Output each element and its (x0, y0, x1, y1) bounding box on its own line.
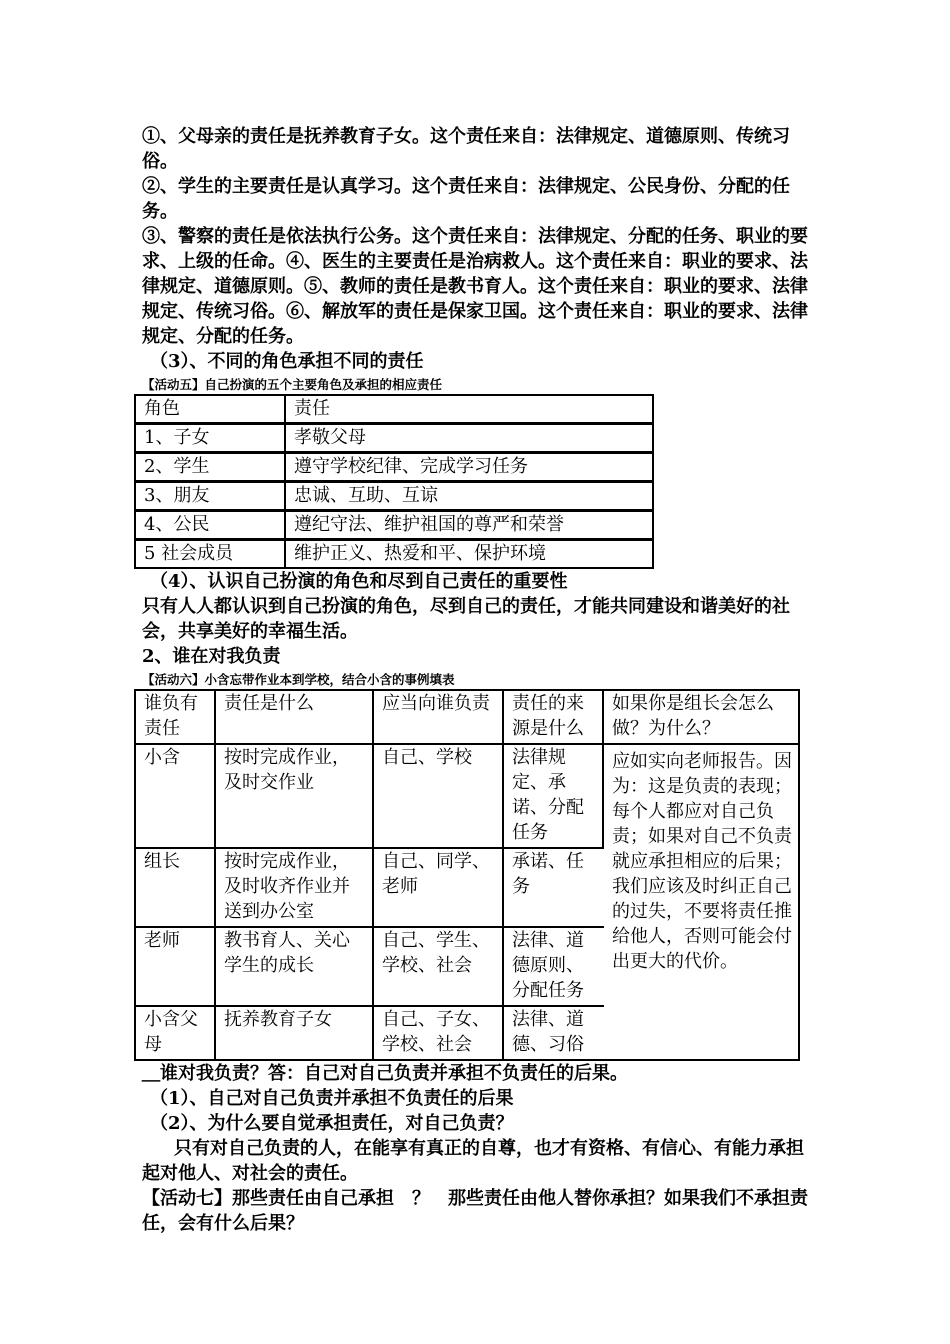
responsibility-cell: 忠诚、互助、互谅 (286, 483, 652, 512)
paragraph-self-respect: 只有对自己负责的人，在能享有真正的自尊，也才有资格、有信心、有能力承担起对他人、对社会的责任。 (142, 1138, 804, 1184)
table-row (136, 512, 652, 541)
heading-importance: （4）、认识自己扮演的角色和尽到自己责任的重要性 (150, 571, 568, 592)
leader-answer-cell: 应如实向老师报告。因为：这是负责的表现；每个人都应对自己负责；如果对自己不负责就应承担相应的后果；我们应该及时纠正自己的过失，不要将责任推给他人，否则可能会付出更大的代价。 (612, 751, 792, 972)
who-cell: 组长 (136, 849, 216, 928)
header-what: 责任是什么 (216, 691, 374, 745)
role-cell: 3、朋友 (136, 483, 286, 512)
what-cell: 按时完成作业，及时收齐作业并送到办公室 (216, 849, 374, 928)
responsibility-cell: 遵守学校纪律、完成学习任务 (286, 454, 652, 483)
what-cell: 按时完成作业，及时交作业 (216, 745, 374, 849)
roles-table (134, 394, 654, 569)
who-cell: 小含 (136, 745, 216, 849)
source-cell: 承诺、任务 (504, 849, 604, 928)
paragraph-parents: ①、父母亲的责任是抚养教育子女。这个责任来自：法律规定、道德原则、传统习俗。 (142, 126, 790, 172)
what-cell: 教书育人、关心学生的成长 (216, 928, 374, 1007)
table-row (136, 745, 798, 849)
activity5-caption: 【活动五】自己扮演的五个主要角色及承担的相应责任 (142, 377, 443, 392)
responsibility-cell: 遵纪守法、维护祖国的尊严和荣誉 (286, 512, 652, 541)
table-header-row (136, 396, 652, 425)
header-role: 角色 (136, 396, 286, 425)
paragraph-importance: 只有人人都认识到自己扮演的角色，尽到自己的责任，才能共同建设和谐美好的社会，共享美好的幸福生活。 (142, 596, 790, 642)
role-cell: 1、子女 (136, 425, 286, 454)
paragraph-qa: ＿谁对我负责？答：自己对自己负责并承担不负责任的后果。 (142, 1063, 628, 1084)
table-header-row (136, 691, 798, 745)
heading-different-roles: （3）、不同的角色承担不同的责任 (150, 351, 424, 372)
header-source: 责任的来源是什么 (504, 691, 604, 745)
to-whom-cell: 自己、子女、学校、社会 (374, 1007, 504, 1059)
to-whom-cell: 自己、学校 (374, 745, 504, 849)
header-responsibility: 责任 (286, 396, 652, 425)
table-row (136, 454, 652, 483)
responsibility-case-table (134, 689, 800, 1061)
role-cell: 5 社会成员 (136, 541, 286, 567)
header-leader-action: 如果你是组长会怎么做？为什么？ (604, 691, 798, 745)
what-cell: 抚养教育子女 (216, 1007, 374, 1059)
header-who: 谁负有责任 (136, 691, 216, 745)
paragraph-professions: ③、警察的责任是依法执行公务。这个责任来自：法律规定、分配的任务、职业的要求、上级的任命。④、医生的主要责任是治病救人。这个责任来自：职业的要求、法律规定、道德原则。⑤、教师的责任是教书育人。这个责任来自：职业的要求、法律规定、传统习俗。⑥、解放军的责任是保家卫国。这个责任来自：职业的要求、法律规定、分配的任务。 (142, 226, 808, 347)
source-cell: 法律规定、承诺、分配任务 (504, 745, 604, 849)
table-row (136, 541, 652, 567)
who-cell: 老师 (136, 928, 216, 1007)
document-page (142, 124, 808, 1236)
source-cell: 法律、道德原则、分配任务 (504, 928, 604, 1007)
activity7-prompt: 【活动七】那些责任由自己承担 ？ 那些责任由他人替你承担？如果我们不承担责任，会有什么后果？ (142, 1188, 808, 1234)
header-to-whom: 应当向谁负责 (374, 691, 504, 745)
heading-self-responsible: （1）、自己对自己负责并承担不负责任的后果 (150, 1088, 514, 1109)
activity6-caption: 【活动六】小含忘带作业本到学校，结合小含的事例填表 (142, 672, 455, 687)
who-cell: 小含父母 (136, 1007, 216, 1059)
paragraph-students: ②、学生的主要责任是认真学习。这个责任来自：法律规定、公民身份、分配的任务。 (142, 176, 790, 222)
responsibility-cell: 维护正义、热爱和平、保护环境 (294, 543, 546, 564)
heading-why-responsible: （2）、为什么要自觉承担责任，对自己负责？ (150, 1113, 514, 1134)
role-cell: 2、学生 (136, 454, 286, 483)
role-cell: 4、公民 (136, 512, 286, 541)
to-whom-cell: 自己、同学、老师 (374, 849, 504, 928)
table-row (136, 483, 652, 512)
to-whom-cell: 自己、学生、学校、社会 (374, 928, 504, 1007)
table-row (136, 425, 652, 454)
heading-who-responsible: 2、谁在对我负责 (142, 646, 281, 667)
responsibility-cell: 孝敬父母 (286, 425, 652, 454)
source-cell: 法律、道德、习俗 (512, 1009, 584, 1055)
